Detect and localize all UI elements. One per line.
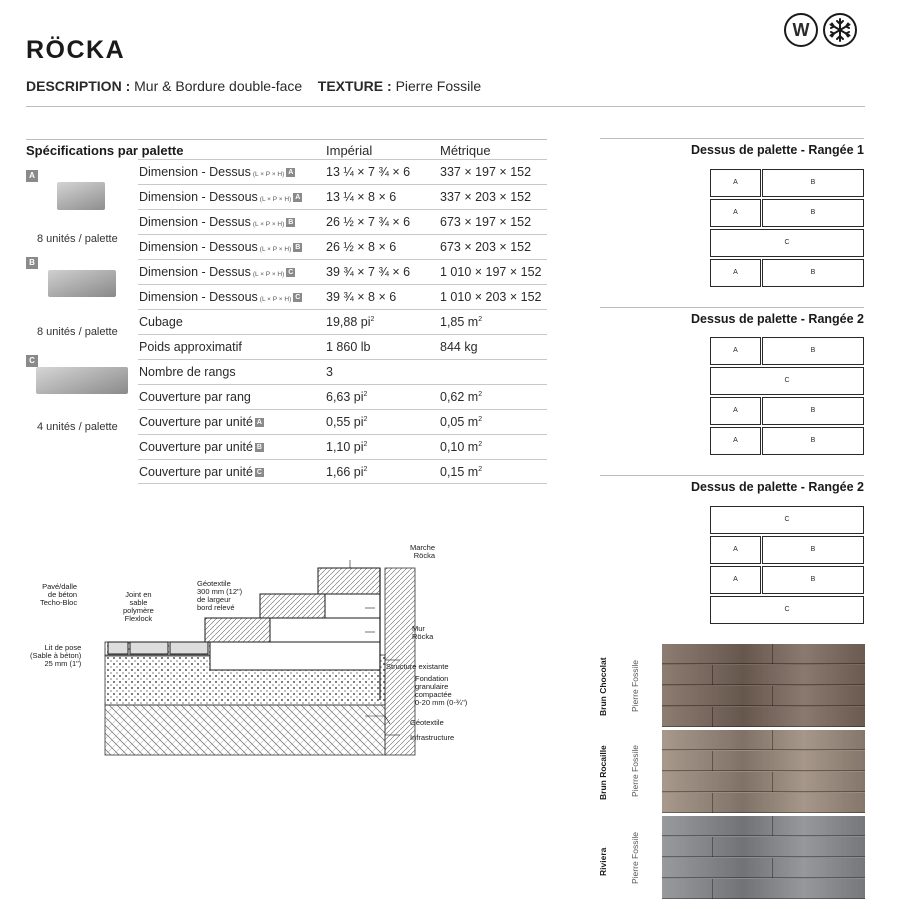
unit-tag: A <box>295 194 301 202</box>
description-label: DESCRIPTION : <box>26 78 131 94</box>
pallet-cell-c: C <box>710 596 864 624</box>
stone-joint <box>772 816 773 836</box>
spec-row <box>138 384 547 409</box>
pallet-cell-c: C <box>710 229 864 257</box>
stone-course <box>662 665 865 685</box>
block-c-image <box>36 367 128 394</box>
spec-row <box>138 409 547 434</box>
spec-metric: 0,15 $m^2$ <box>440 465 483 479</box>
spec-metric: 1,85 $m^2$ <box>440 315 483 329</box>
pallet-cell-b: B <box>762 566 864 594</box>
spec-imperial: 3 <box>326 365 333 379</box>
spec-heading: Spécifications par palette <box>26 143 184 158</box>
unit-tag: C <box>288 269 294 277</box>
pallet-1-title: Dessus de palette - Rangée 1 <box>600 138 864 157</box>
stone-joint <box>772 686 773 706</box>
spec-imperial: 0,55 $pi^2$ <box>326 415 368 429</box>
lph-note: (L × P × H) <box>252 171 285 178</box>
product-units-b: 8 unités / palette <box>37 326 118 338</box>
stone-course <box>662 644 865 664</box>
colour-name-3: Riviera <box>598 847 608 876</box>
stone-course <box>662 751 865 771</box>
spec-table <box>138 159 547 484</box>
stone-joint <box>712 793 713 813</box>
pallet-cell-a: A <box>710 536 761 564</box>
pallet-cell-c: C <box>710 506 864 534</box>
spec-imperial: 13 ¼ × 8 × 6 <box>326 190 397 204</box>
label-lit: Lit de pose (Sable à béton) 25 mm (1") <box>30 643 82 668</box>
label-geotextile-top: Géotextile 300 mm (12") de largeur bord relevé <box>197 579 243 612</box>
snowflake-icon <box>823 13 857 47</box>
spec-metric: 0,10 $m^2$ <box>440 440 483 454</box>
product-units-c: 4 unités / palette <box>37 421 118 433</box>
spec-imperial: 1,66 $pi^2$ <box>326 465 368 479</box>
stone-joint <box>712 837 713 857</box>
spec-metric: 1 010 × 203 × 152 <box>440 290 542 304</box>
swatch-riviera <box>662 816 865 899</box>
label-infra: Infrastructure <box>410 733 455 742</box>
label-joint: Joint en sable polymère Flexlock <box>123 590 154 623</box>
pallet-cell-b: B <box>762 169 864 197</box>
spec-row <box>138 284 547 309</box>
spec-row <box>138 309 547 334</box>
pallet-cell-a: A <box>710 337 761 365</box>
page-title: RÖCKA <box>26 36 126 64</box>
unit-tag: B <box>295 244 301 252</box>
pallet-cell-a: A <box>710 427 761 455</box>
spec-row <box>138 234 547 259</box>
colour-texture-2: Pierre Fossile <box>630 745 640 797</box>
spec-label: Dimension - Dessous (L × P × H) C <box>139 290 301 304</box>
spec-metric: 337 × 203 × 152 <box>440 190 532 204</box>
lph-note: (L × P × H) <box>259 246 292 253</box>
lph-note: (L × P × H) <box>252 271 285 278</box>
spec-row <box>138 184 547 209</box>
spec-imperial: 1 860 lb <box>326 340 371 354</box>
spec-label: Poids approximatif <box>139 340 242 354</box>
spec-metric: 0,62 $m^2$ <box>440 390 483 404</box>
stone-course <box>662 879 865 899</box>
spec-label: Couverture par rang <box>139 390 251 404</box>
product-tag-a: A <box>26 170 38 182</box>
spec-metric: 337 × 197 × 152 <box>440 165 532 179</box>
stone-course <box>662 772 865 792</box>
stone-joint <box>712 751 713 771</box>
label-geotextile: Géotextile <box>410 718 444 727</box>
stone-joint <box>772 730 773 750</box>
spec-imperial: 6,63 $pi^2$ <box>326 390 368 404</box>
pallet-cell-a: A <box>710 397 761 425</box>
pallet-cell-b: B <box>762 259 864 287</box>
colour-name-1: Brun Chocolat <box>598 657 608 716</box>
spec-label: Nombre de rangs <box>139 365 236 379</box>
pallet-cell-a: A <box>710 259 761 287</box>
colour-texture-1: Pierre Fossile <box>630 660 640 712</box>
w-badge-icon: W <box>784 13 818 47</box>
stone-joint <box>772 644 773 664</box>
colour-texture-3: Pierre Fossile <box>630 832 640 884</box>
stone-joint <box>772 772 773 792</box>
pallet-2-title: Dessus de palette - Rangée 2 <box>600 307 864 326</box>
pallet-cell-b: B <box>762 199 864 227</box>
spec-row <box>138 459 547 484</box>
colour-name-2: Brun Rocaille <box>598 745 608 800</box>
label-mur: Mur Röcka <box>412 624 434 641</box>
spec-label: Dimension - Dessous (L × P × H) B <box>139 240 301 254</box>
product-tag-c: C <box>26 355 38 367</box>
pallet-cell-b: B <box>762 337 864 365</box>
pallet-cell-a: A <box>710 199 761 227</box>
spec-imperial: 39 ¾ × 7 ¾ × 6 <box>326 265 411 279</box>
pallet-cell-a: A <box>710 169 761 197</box>
spec-label: Couverture par unité B <box>139 440 262 454</box>
lph-note: (L × P × H) <box>252 221 285 228</box>
spec-label: Dimension - Dessus (L × P × H) B <box>139 215 294 229</box>
pallet-cell-b: B <box>762 536 864 564</box>
description-value: Mur & Bordure double-face <box>134 78 303 94</box>
spec-imperial: 13 ¼ × 7 ¾ × 6 <box>326 165 411 179</box>
swatch-brun-rocaille <box>662 730 865 813</box>
stone-joint <box>712 707 713 727</box>
pallet-cell-c: C <box>710 367 864 395</box>
spec-imperial: 1,10 $pi^2$ <box>326 440 368 454</box>
spec-table-header <box>26 139 547 159</box>
spec-imperial: 39 ¾ × 8 × 6 <box>326 290 397 304</box>
spec-metric: 844 kg <box>440 340 478 354</box>
spec-label: Dimension - Dessus (L × P × H) C <box>139 265 294 279</box>
col-metric: Métrique <box>440 143 491 158</box>
lph-note: (L × P × H) <box>259 296 292 303</box>
stone-joint <box>712 879 713 899</box>
unit-tag: A <box>256 419 262 427</box>
label-marche: Marche Röcka <box>410 543 436 560</box>
label-pave: Pavé/dalle de béton Techo-Bloc <box>40 582 78 607</box>
product-units-a: 8 unités / palette <box>37 233 118 245</box>
spec-metric: 673 × 197 × 152 <box>440 215 532 229</box>
description-line <box>26 78 481 94</box>
block-a-image <box>57 182 105 210</box>
spec-row <box>138 209 547 234</box>
unit-tag: C <box>256 469 262 477</box>
pallet-cell-a: A <box>710 566 761 594</box>
stone-course <box>662 707 865 727</box>
texture-label: TEXTURE : <box>317 78 392 94</box>
spec-row <box>138 434 547 459</box>
stone-course <box>662 858 865 878</box>
unit-tag: C <box>295 294 301 302</box>
unit-tag: B <box>288 219 294 227</box>
pallet-cell-b: B <box>762 427 864 455</box>
spec-metric: 0,05 $m^2$ <box>440 415 483 429</box>
swatch-brun-chocolat <box>662 644 865 727</box>
spec-imperial: 19,88 $pi^2$ <box>326 315 375 329</box>
spec-row <box>138 359 547 384</box>
unit-tag: A <box>288 169 294 177</box>
stone-course <box>662 816 865 836</box>
unit-tag: B <box>256 444 262 452</box>
spec-label: Dimension - Dessous (L × P × H) A <box>139 190 301 204</box>
spec-label: Couverture par unité C <box>139 465 262 479</box>
stone-course <box>662 686 865 706</box>
spec-row <box>138 334 547 359</box>
spec-row <box>138 259 547 284</box>
spec-imperial: 26 ½ × 7 ¾ × 6 <box>326 215 411 229</box>
stone-joint <box>712 665 713 685</box>
lph-note: (L × P × H) <box>259 196 292 203</box>
label-structure: Structure existante <box>386 662 449 671</box>
stone-course <box>662 837 865 857</box>
spec-row <box>138 159 547 184</box>
spec-label: Couverture par unité A <box>139 415 262 429</box>
stone-course <box>662 793 865 813</box>
header-divider <box>26 106 865 107</box>
stone-joint <box>772 858 773 878</box>
col-imperial: Impérial <box>326 143 373 158</box>
pallet-cell-b: B <box>762 397 864 425</box>
stone-course <box>662 730 865 750</box>
texture-value: Pierre Fossile <box>395 78 482 94</box>
spec-imperial: 26 ½ × 8 × 6 <box>326 240 397 254</box>
spec-metric: 673 × 203 × 152 <box>440 240 532 254</box>
label-fondation: Fondation granulaire compactée 0-20 mm (0-¾") <box>415 674 468 707</box>
block-b-image <box>48 270 116 297</box>
spec-metric: 1 010 × 197 × 152 <box>440 265 542 279</box>
product-tag-b: B <box>26 257 38 269</box>
pallet-3-title: Dessus de palette - Rangée 2 <box>600 475 864 494</box>
spec-label: Cubage <box>139 315 183 329</box>
spec-label: Dimension - Dessus (L × P × H) A <box>139 165 294 179</box>
